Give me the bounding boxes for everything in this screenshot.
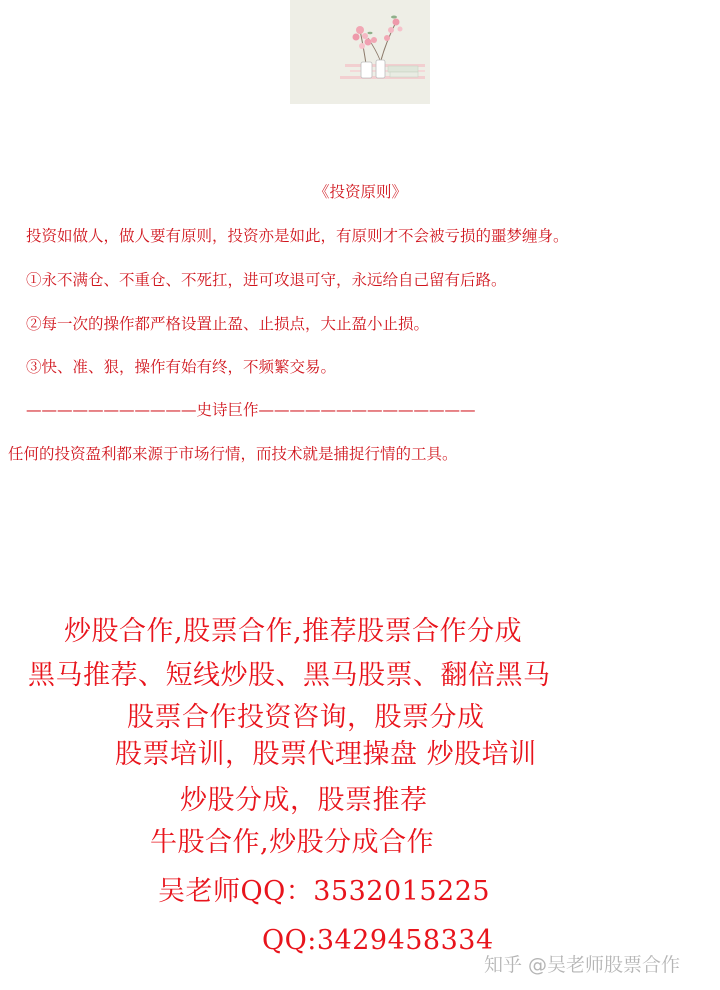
principle-item-2: ②每一次的操作都严格设置止盈、止损点，大止盈小止损。 [26,315,430,333]
flower-vase-image [290,0,430,104]
ad-line-2: 黑马推荐、短线炒股、黑马股票、翻倍黑马 [28,660,551,691]
section-divider: ———————————史诗巨作—————————————— [26,401,476,419]
contact-qq-1: 吴老师QQ：3532015225 [158,876,491,907]
ad-line-1: 炒股合作,股票合作,推荐股票合作分成 [64,616,523,647]
ad-line-6: 牛股合作,炒股分成合作 [150,827,435,858]
principles-title: 《投资原则》 [314,183,408,201]
ad-line-4: 股票培训，股票代理操盘 炒股培训 [115,739,537,770]
closing-statement: 任何的投资盈利都来源于市场行情，而技术就是捕捉行情的工具。 [8,445,458,463]
contact-qq-2: QQ:3429458334 [262,925,494,956]
ad-line-3: 股票合作投资咨询，股票分成 [127,702,485,733]
flower-vase-icon [290,0,430,104]
ad-line-5: 炒股分成，股票推荐 [180,785,428,816]
zhihu-watermark: 知乎 @吴老师股票合作 [484,954,681,976]
principle-item-1: ①永不满仓、不重仓、不死扛，进可攻退可守，永远给自己留有后路。 [26,271,507,289]
principle-item-3: ③快、准、狠，操作有始有终，不频繁交易。 [26,358,337,376]
principles-intro: 投资如做人，做人要有原则，投资亦是如此，有原则才不会被亏损的噩梦缠身。 [26,227,569,245]
